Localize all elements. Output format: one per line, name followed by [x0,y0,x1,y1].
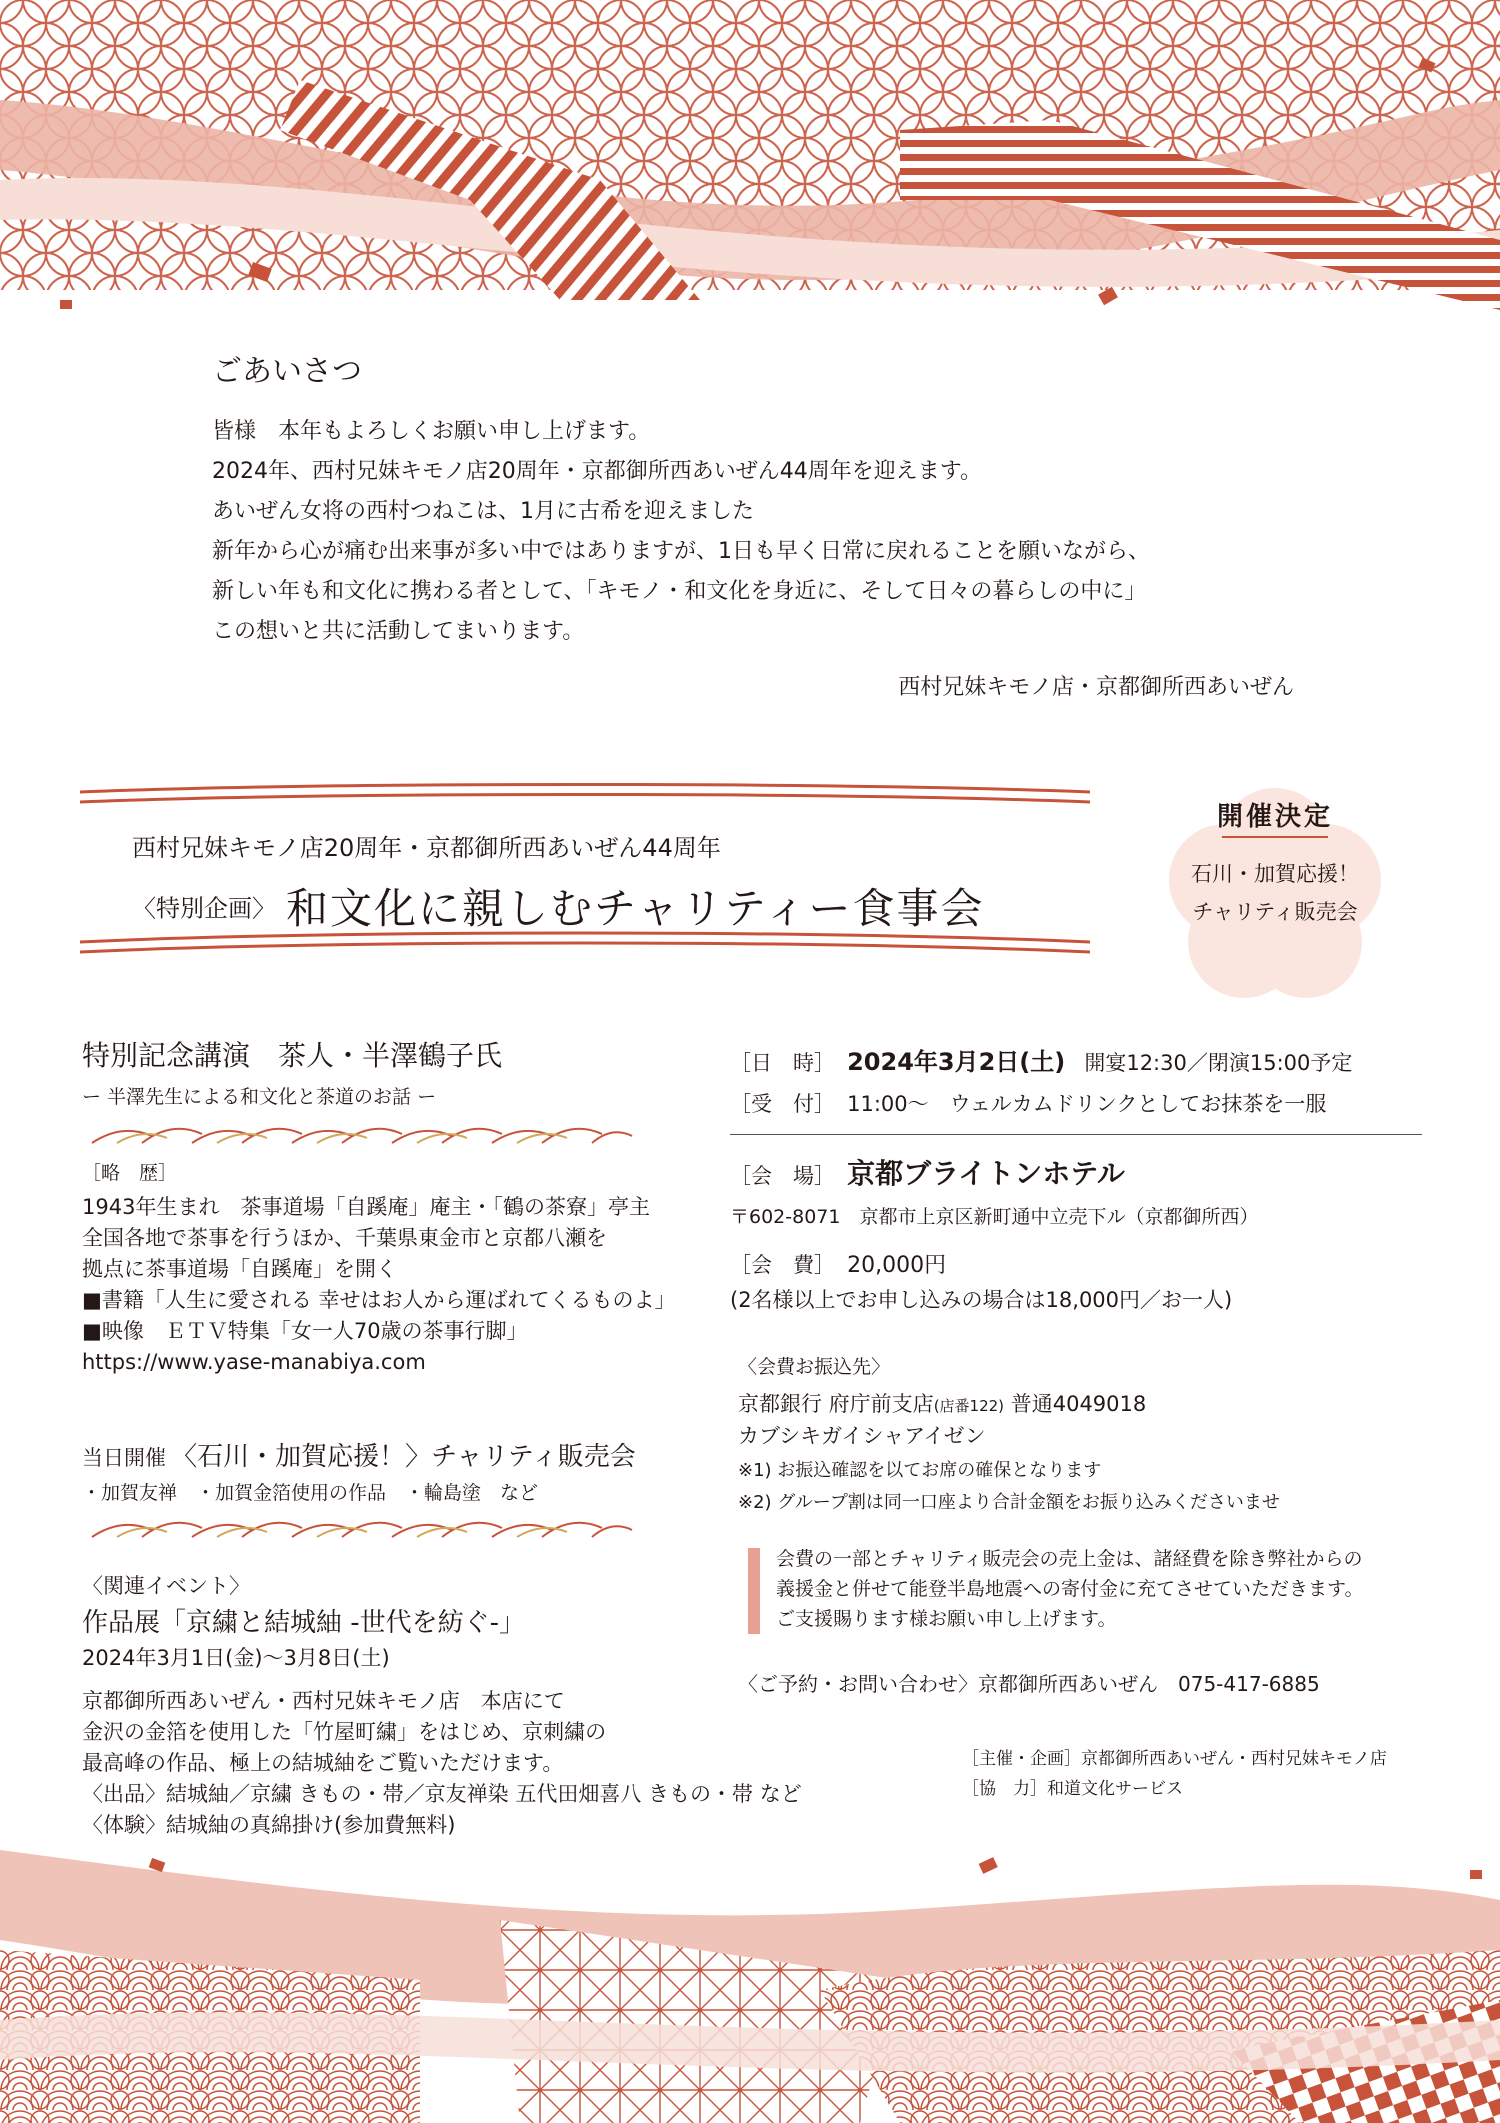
bio-line: 全国各地で茶事を行うほか、千葉県東金市と京都八瀬を [82,1226,607,1250]
donation-line: ご支援賜ります様お願い申し上げます。 [776,1608,1117,1630]
date-row [730,1042,1352,1077]
payment-account: 普通4049018 [1010,1392,1147,1416]
greeting-line: 新年から心が痛む出来事が多い中ではありますが、1日も早く日常に戻れることを願いながら、 [212,539,1151,564]
exhibition-line: 最高峰の作品、極上の結城紬をご覧いただけます。 [82,1751,564,1775]
payment-holder: カブシキガイシャアイゼン [738,1424,986,1448]
date-note: 開宴12:30／閉演15:00予定 [1084,1051,1353,1075]
top-decoration [0,0,1500,330]
greeting-line: 2024年、西村兄妹キモノ店20周年・京都御所西あいぜん44周年を迎えます。 [212,459,982,484]
contact-info: 〈ご予約・お問い合わせ〉京都御所西あいぜん 075-417-6885 [738,1672,1320,1696]
exhibition-period: 2024年3月1日(金)～3月8日(土) [82,1646,390,1670]
date-label: ［日 時］ [730,1051,835,1075]
fee-row [730,1248,946,1279]
donation-line: 義援金と併せて能登半島地震への寄付金に充てさせていただきます。 [776,1578,1364,1600]
donation-line: 会費の一部とチャリティ販売会の売上金は、諸経費を除き弊社からの [776,1548,1363,1570]
event-title [132,876,985,936]
fee-label: ［会 費］ [730,1253,835,1277]
payment-label: 〈会費お振込先〉 [738,1356,891,1378]
badge-line-2: チャリティ販売会 [1192,900,1358,924]
details-divider [730,1134,1422,1135]
bio-label: ［略 歴］ [82,1162,178,1184]
greeting-title: ごあいさつ [212,354,362,389]
event-title-prefix: 〈特別企画〉 [132,894,276,923]
bio-line: 拠点に茶事道場「自蹊庵」を開く [82,1257,397,1281]
credit-coop: ［協 力］和道文化サービス [962,1779,1183,1799]
credit-host: ［主催・企画］京都御所西あいぜん・西村兄妹キモノ店 [962,1749,1387,1769]
event-subtitle: 西村兄妹キモノ店20周年・京都御所西あいぜん44周年 [132,834,721,862]
fee-note: (2名様以上でお申し込みの場合は18,000円／お一人) [730,1288,1233,1312]
bio-line: 1943年生まれ 茶事道場「自蹊庵」庵主・「鶴の茶寮」亭主 [82,1195,650,1219]
exhibition-description [82,1686,802,1841]
exhibition-title: 作品展「京繍と結城紬 -世代を紡ぐ-」 [82,1608,526,1638]
exhibition-line: 金沢の金箔を使用した「竹屋町繍」をはじめ、京刺繍の [82,1720,607,1744]
fee-value: 20,000円 [847,1253,947,1278]
bottom-decoration [0,1830,1500,2123]
charity-items: ・加賀友禅 ・加賀金箔使用の作品 ・輪島塗 など [82,1482,539,1504]
payment-note-1: ※1) お振込確認を以てお席の確保となります [738,1460,1102,1481]
venue-value: 京都ブライトンホテル [847,1157,1125,1190]
payment-branch-no: (店番122) [933,1397,1005,1415]
lecture-subtitle: ー 半澤先生による和文化と茶道のお話 ー [82,1086,437,1108]
venue-label: ［会 場］ [730,1164,835,1188]
donation-accent-bar [748,1548,760,1634]
charity-heading [82,1436,636,1473]
grass-ornament [82,1512,642,1542]
exhibition-label: 〈関連イベント〉 [82,1574,250,1598]
greeting-line: 新しい年も和文化に携わる者として、「キモノ・和文化を身近に、そして日々の暮らしの中に」 [212,579,1147,604]
payment-note-2: ※2) グループ割は同一口座より合計金額をお振り込みくださいませ [738,1492,1280,1513]
payment-bank-row [738,1388,1146,1418]
lecture-title: 特別記念講演 茶人・半澤鶴子氏 [82,1039,503,1072]
reception-label: ［受 付］ [730,1092,835,1116]
event-title-main: 和文化に親しむチャリティー食事会 [286,884,985,933]
reception-value: 11:00～ ウェルカムドリンクとしてお抹茶を一服 [847,1092,1327,1116]
grass-ornament [82,1118,642,1148]
greeting-line: 皆様 本年もよろしくお願い申し上げます。 [212,419,651,444]
badge-line-1: 石川・加賀応援！ [1191,862,1359,886]
bio-text [82,1192,676,1378]
greeting-signature: 西村兄妹キモノ店・京都御所西あいぜん [898,675,1294,700]
reception-row [730,1088,1326,1118]
charity-title: 〈石川・加賀応援！〉チャリティ販売会 [171,1442,636,1472]
exhibition-line: 〈出品〉結城紬／京繍 きもの・帯／京友禅染 五代田畑喜八 きもの・帯 など [82,1782,802,1806]
greeting-line: あいぜん女将の西村つねこは、1月に古希を迎えました [212,499,754,524]
venue-row [730,1152,1125,1192]
greeting-line: この想いと共に活動してまいります。 [212,619,585,644]
donation-text [776,1544,1363,1634]
payment-bank: 京都銀行 府庁前支店 [738,1392,934,1416]
badge-divider [1222,836,1328,838]
bio-line: ■映像 ＥＴＶ特集「女一人70歳の茶事行脚」 [82,1319,528,1343]
exhibition-line: 〈体験〉結城紬の真綿掛け(参加費無料) [82,1813,456,1837]
greeting-body [212,412,1150,652]
badge-title: 開催決定 [1216,802,1333,832]
date-value: 2024年3月2日(土) [847,1048,1066,1076]
website-link[interactable]: https://www.yase-manabiya.com [82,1350,426,1374]
bio-line: ■書籍「人生に愛される 幸せはお人から運ばれてくるものよ」 [82,1288,676,1312]
venue-address: 〒602-8071 京都市上京区新町通中立売下ル（京都御所西） [730,1206,1259,1228]
exhibition-line: 京都御所西あいぜん・西村兄妹キモノ店 本店にて [82,1689,565,1713]
charity-prefix: 当日開催 [82,1446,166,1470]
